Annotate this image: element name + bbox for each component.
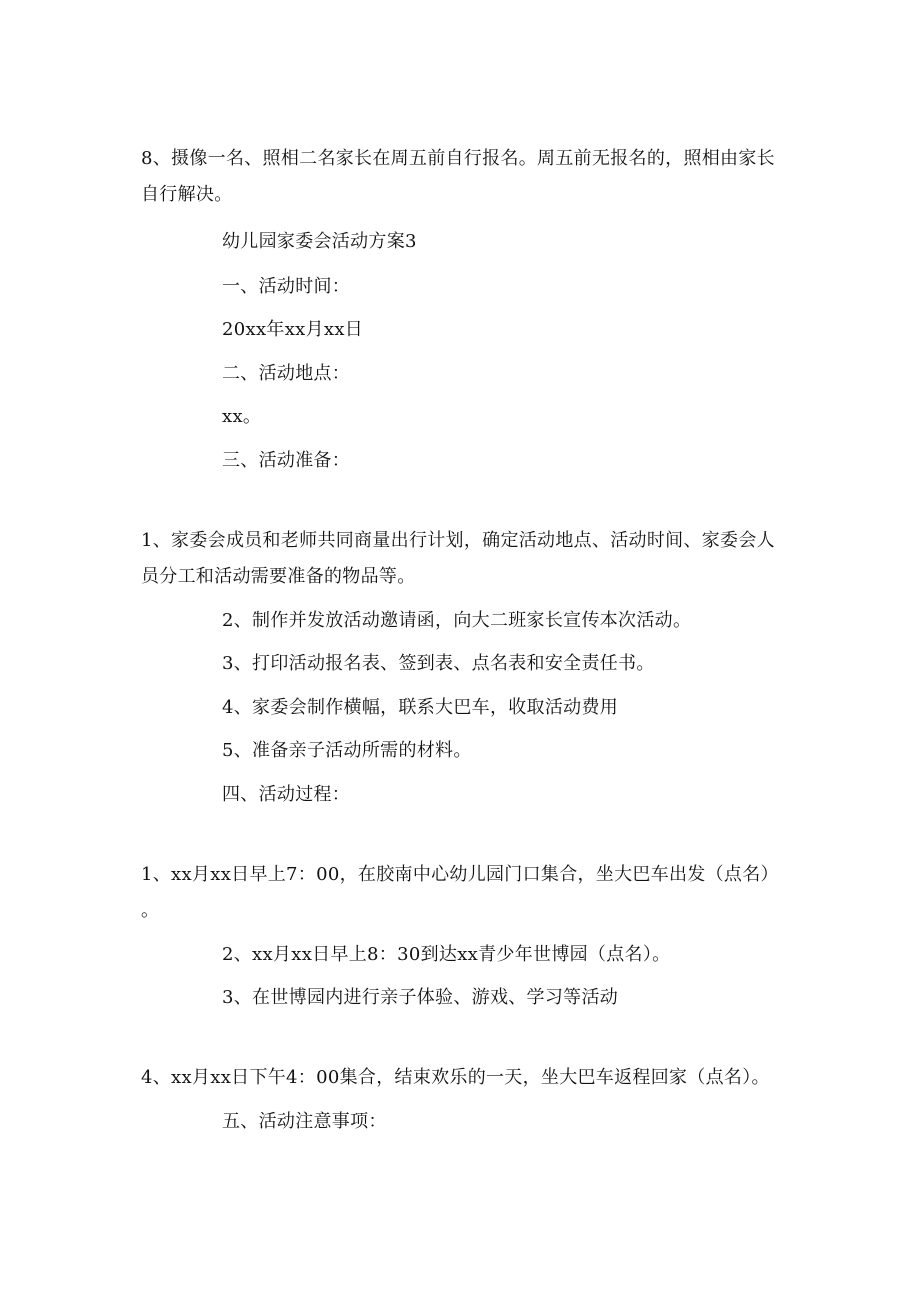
prep-item-4: 4、家委会制作横幅，联系大巴车，收取活动费用 xyxy=(222,697,619,718)
prep-item-1-line-2: 员分工和活动需要准备的物品等。 xyxy=(141,566,416,587)
process-step-4: 4、xx月xx日下午4：00集合，结束欢乐的一天，坐大巴车返程回家（点名）。 xyxy=(141,1067,770,1088)
prep-item-5: 5、准备亲子活动所需的材料。 xyxy=(222,740,472,761)
activity-location: xx。 xyxy=(222,406,262,427)
process-step-2: 2、xx月xx日早上8：30到达xx青少年世博园（点名）。 xyxy=(222,944,671,965)
section-heading-preparation: 三、活动准备： xyxy=(222,450,351,471)
section-heading-time: 一、活动时间： xyxy=(222,276,351,297)
section-heading-notes: 五、活动注意事项： xyxy=(222,1111,387,1132)
paragraph-photo-signup-line-2: 自行解决。 xyxy=(141,184,233,205)
prep-item-3: 3、打印活动报名表、签到表、点名表和安全责任书。 xyxy=(222,653,655,674)
plan-title: 幼儿园家委会活动方案3 xyxy=(222,231,417,252)
process-step-1-line-2: 。 xyxy=(141,900,160,921)
process-step-1-line-1: 1、xx月xx日早上7：00，在胶南中心幼儿园门口集合，坐大巴车出发（点名） xyxy=(141,864,779,885)
activity-date: 20xx年xx月xx日 xyxy=(222,319,364,340)
prep-item-2: 2、制作并发放活动邀请函，向大二班家长宣传本次活动。 xyxy=(222,610,692,631)
section-heading-process: 四、活动过程： xyxy=(222,784,351,805)
section-heading-location: 二、活动地点： xyxy=(222,363,351,384)
prep-item-1-line-1: 1、家委会成员和老师共同商量出行计划，确定活动地点、活动时间、家委会人 xyxy=(141,530,775,551)
paragraph-photo-signup-line-1: 8、摄像一名、照相二名家长在周五前自行报名。周五前无报名的，照相由家长 xyxy=(141,148,775,169)
process-step-3: 3、在世博园内进行亲子体验、游戏、学习等活动 xyxy=(222,987,619,1008)
